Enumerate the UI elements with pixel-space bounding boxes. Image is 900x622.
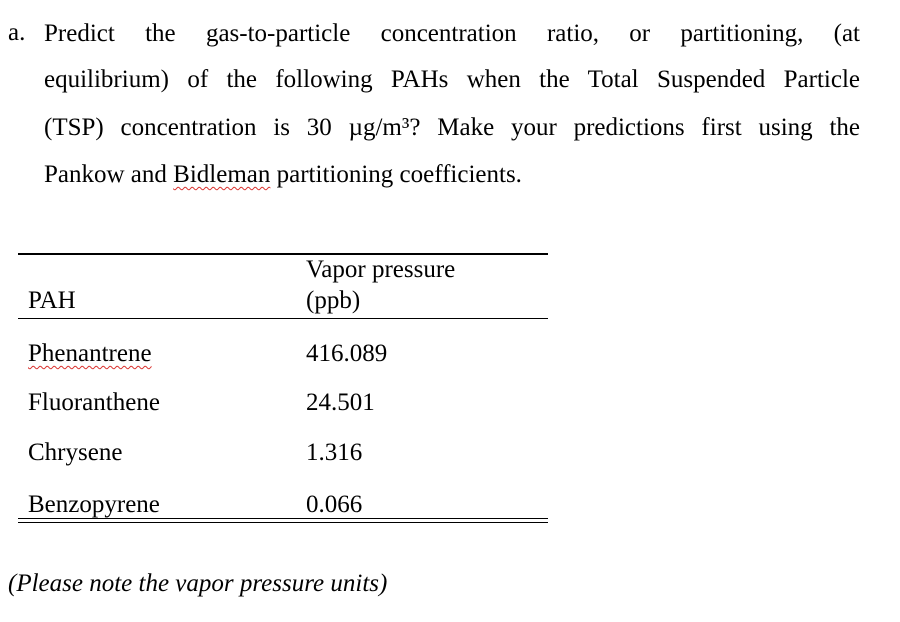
question-line-4 bbox=[44, 160, 522, 190]
row-value-phenantrene: 416.089 bbox=[306, 340, 388, 367]
table-bottom-rule-2 bbox=[18, 522, 548, 523]
vapor-pressure-units-note: (Please note the vapor pressure units) bbox=[8, 570, 388, 597]
row-name-fluoranthene: Fluoranthene bbox=[28, 389, 160, 416]
header-pah: PAH bbox=[28, 287, 76, 314]
question-line-4-end: partitioning coefficients. bbox=[270, 161, 522, 188]
header-vapor-pressure: Vapor pressure bbox=[306, 256, 456, 283]
row-value-chrysene: 1.316 bbox=[306, 439, 363, 466]
row-name-chrysene: Chrysene bbox=[28, 439, 123, 466]
header-vapor-pressure-units: (ppb) bbox=[306, 287, 361, 314]
row-name-benzopyrene: Benzopyrene bbox=[28, 491, 160, 518]
table-top-rule bbox=[18, 253, 548, 255]
header-rule bbox=[18, 318, 548, 319]
row-name-phenantrene: Phenantrene bbox=[28, 340, 152, 367]
question-line-3: (TSP) concentration is 30 µg/m³? Make your predictions first using the bbox=[44, 114, 860, 141]
question-line-1: Predict the gas-to-particle concentration ratio, or partitioning, (at bbox=[44, 20, 860, 47]
question-line-2: equilibrium) of the following PAHs when the Total Suspended Particle bbox=[44, 66, 860, 93]
row-value-fluoranthene: 24.501 bbox=[306, 389, 375, 416]
question-marker: a. bbox=[8, 19, 26, 46]
question-line-4-start: Pankow and bbox=[44, 161, 174, 188]
table-bottom-rule-1 bbox=[18, 518, 548, 519]
row-value-benzopyrene: 0.066 bbox=[306, 491, 363, 518]
spellcheck-flagged-word: Bidleman bbox=[173, 161, 271, 188]
